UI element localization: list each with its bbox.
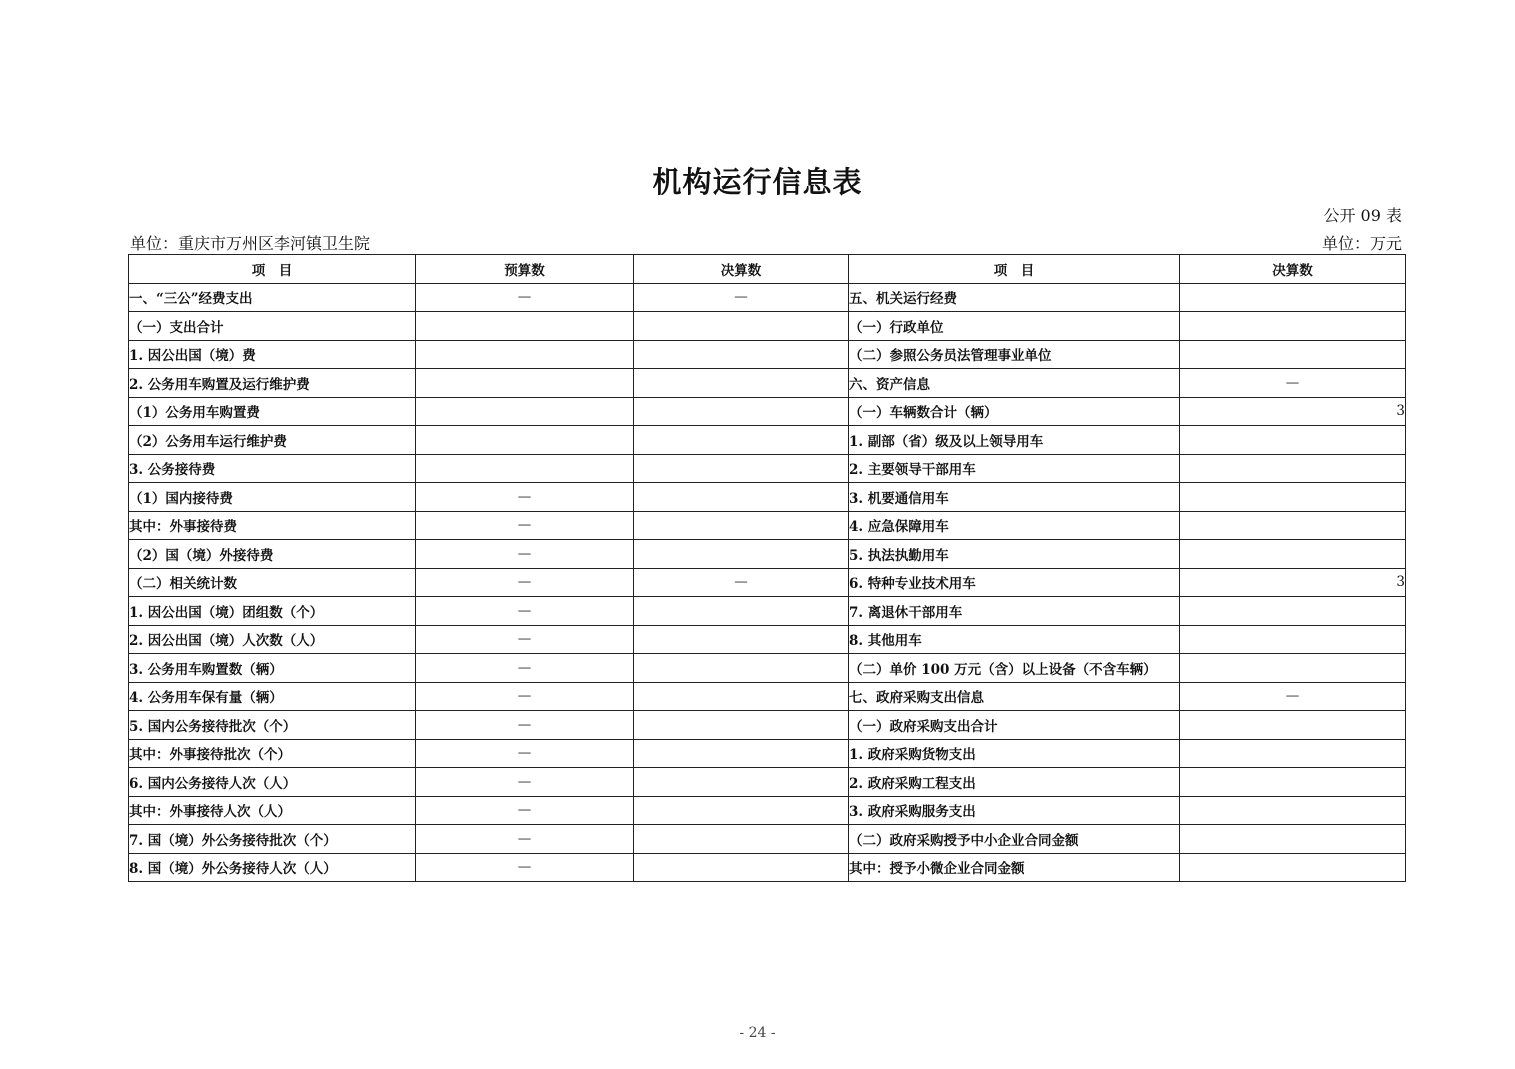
final-value xyxy=(634,739,849,768)
left-item: 其中：外事接待批次（个） xyxy=(129,739,416,768)
right-item: （一）行政单位 xyxy=(849,312,1180,341)
reporting-unit: 单位：重庆市万州区李河镇卫生院 xyxy=(130,234,371,253)
final-value xyxy=(634,853,849,882)
right-final-value xyxy=(1180,739,1406,768)
table-row xyxy=(129,454,1406,483)
right-item: 5. 执法执勤用车 xyxy=(849,540,1180,569)
left-item: 其中：外事接待人次（人） xyxy=(129,796,416,825)
header-budget: 预算数 xyxy=(416,255,634,284)
right-item: （二）参照公务员法管理事业单位 xyxy=(849,340,1180,369)
right-final-value: 3 xyxy=(1180,397,1406,426)
right-item: 1. 副部（省）级及以上领导用车 xyxy=(849,426,1180,455)
final-value xyxy=(634,340,849,369)
right-final-value xyxy=(1180,711,1406,740)
right-final-value xyxy=(1180,426,1406,455)
table-row xyxy=(129,682,1406,711)
right-item: 2. 政府采购工程支出 xyxy=(849,768,1180,797)
budget-value xyxy=(416,426,634,455)
left-item: 7. 国（境）外公务接待批次（个） xyxy=(129,825,416,854)
header-final-right: 决算数 xyxy=(1180,255,1406,284)
right-final-value xyxy=(1180,312,1406,341)
table-row xyxy=(129,597,1406,626)
currency-unit: 单位：万元 xyxy=(1321,234,1402,253)
left-item: 4. 公务用车保有量（辆） xyxy=(129,682,416,711)
final-value xyxy=(634,796,849,825)
table-row xyxy=(129,568,1406,597)
table-row xyxy=(129,312,1406,341)
final-value xyxy=(634,825,849,854)
right-item: （二）单价 100 万元（含）以上设备（不含车辆） xyxy=(849,654,1180,683)
right-item: （一）政府采购支出合计 xyxy=(849,711,1180,740)
left-item: 6. 国内公务接待人次（人） xyxy=(129,768,416,797)
table-row xyxy=(129,711,1406,740)
right-final-value xyxy=(1180,511,1406,540)
budget-value: — xyxy=(416,483,634,512)
right-final-value xyxy=(1180,825,1406,854)
budget-value: — xyxy=(416,711,634,740)
final-value xyxy=(634,312,849,341)
header-item-right: 项 目 xyxy=(849,255,1180,284)
right-item: 2. 主要领导干部用车 xyxy=(849,454,1180,483)
table-row xyxy=(129,483,1406,512)
budget-value xyxy=(416,340,634,369)
right-final-value: 3 xyxy=(1180,568,1406,597)
table-row xyxy=(129,369,1406,398)
right-item: 3. 机要通信用车 xyxy=(849,483,1180,512)
left-item: （二）相关统计数 xyxy=(129,568,416,597)
table-header-row xyxy=(129,255,1406,284)
budget-value xyxy=(416,369,634,398)
table-row xyxy=(129,625,1406,654)
table-row xyxy=(129,825,1406,854)
table-row xyxy=(129,796,1406,825)
right-item: 七、政府采购支出信息 xyxy=(849,682,1180,711)
right-item: 其中：授予小微企业合同金额 xyxy=(849,853,1180,882)
right-item: 6. 特种专业技术用车 xyxy=(849,568,1180,597)
budget-value: — xyxy=(416,283,634,312)
right-final-value: — xyxy=(1180,682,1406,711)
right-final-value xyxy=(1180,853,1406,882)
left-item: 一、“三公”经费支出 xyxy=(129,283,416,312)
table-row xyxy=(129,340,1406,369)
budget-value xyxy=(416,397,634,426)
right-item: 六、资产信息 xyxy=(849,369,1180,398)
right-item: （一）车辆数合计（辆） xyxy=(849,397,1180,426)
final-value xyxy=(634,454,849,483)
right-item: 4. 应急保障用车 xyxy=(849,511,1180,540)
right-final-value xyxy=(1180,768,1406,797)
left-item: （1）国内接待费 xyxy=(129,483,416,512)
final-value xyxy=(634,397,849,426)
right-final-value xyxy=(1180,796,1406,825)
left-item: 1. 因公出国（境）团组数（个） xyxy=(129,597,416,626)
budget-value xyxy=(416,454,634,483)
header-final-left: 决算数 xyxy=(634,255,849,284)
right-item: 7. 离退休干部用车 xyxy=(849,597,1180,626)
budget-value xyxy=(416,312,634,341)
budget-value: — xyxy=(416,825,634,854)
page-title: 机构运行信息表 xyxy=(652,165,863,199)
left-item: （一）支出合计 xyxy=(129,312,416,341)
budget-value: — xyxy=(416,768,634,797)
budget-value: — xyxy=(416,796,634,825)
right-final-value xyxy=(1180,597,1406,626)
budget-value: — xyxy=(416,853,634,882)
table-row xyxy=(129,739,1406,768)
right-item: 3. 政府采购服务支出 xyxy=(849,796,1180,825)
left-item: 3. 公务接待费 xyxy=(129,454,416,483)
left-item: 2. 因公出国（境）人次数（人） xyxy=(129,625,416,654)
final-value xyxy=(634,426,849,455)
right-item: 8. 其他用车 xyxy=(849,625,1180,654)
left-item: 8. 国（境）外公务接待人次（人） xyxy=(129,853,416,882)
budget-value: — xyxy=(416,654,634,683)
left-item: 其中：外事接待费 xyxy=(129,511,416,540)
right-final-value xyxy=(1180,483,1406,512)
right-final-value xyxy=(1180,540,1406,569)
left-item: （2）国（境）外接待费 xyxy=(129,540,416,569)
right-item: 五、机关运行经费 xyxy=(849,283,1180,312)
budget-value: — xyxy=(416,540,634,569)
right-item: 1. 政府采购货物支出 xyxy=(849,739,1180,768)
final-value xyxy=(634,511,849,540)
final-value xyxy=(634,711,849,740)
budget-value: — xyxy=(416,568,634,597)
final-value xyxy=(634,625,849,654)
final-value: — xyxy=(634,568,849,597)
budget-value: — xyxy=(416,682,634,711)
header-item-left: 项 目 xyxy=(129,255,416,284)
final-value xyxy=(634,768,849,797)
budget-value: — xyxy=(416,625,634,654)
table-row xyxy=(129,853,1406,882)
form-number: 公开 09 表 xyxy=(1323,206,1402,225)
right-final-value xyxy=(1180,654,1406,683)
final-value xyxy=(634,597,849,626)
final-value xyxy=(634,682,849,711)
final-value xyxy=(634,540,849,569)
final-value xyxy=(634,483,849,512)
right-final-value xyxy=(1180,454,1406,483)
left-item: （2）公务用车运行维护费 xyxy=(129,426,416,455)
table-row xyxy=(129,768,1406,797)
left-item: （1）公务用车购置费 xyxy=(129,397,416,426)
left-item: 2. 公务用车购置及运行维护费 xyxy=(129,369,416,398)
table-row xyxy=(129,426,1406,455)
left-item: 3. 公务用车购置数（辆） xyxy=(129,654,416,683)
right-final-value xyxy=(1180,625,1406,654)
left-item: 1. 因公出国（境）费 xyxy=(129,340,416,369)
right-final-value xyxy=(1180,340,1406,369)
left-item: 5. 国内公务接待批次（个） xyxy=(129,711,416,740)
final-value xyxy=(634,369,849,398)
right-final-value xyxy=(1180,283,1406,312)
institution-operation-table xyxy=(128,254,1406,882)
budget-value: — xyxy=(416,597,634,626)
table-row xyxy=(129,540,1406,569)
final-value: — xyxy=(634,283,849,312)
table-row xyxy=(129,283,1406,312)
page-number: - 24 - xyxy=(739,1025,776,1041)
table-row xyxy=(129,511,1406,540)
table-row xyxy=(129,654,1406,683)
budget-value: — xyxy=(416,511,634,540)
right-item: （二）政府采购授予中小企业合同金额 xyxy=(849,825,1180,854)
right-final-value: — xyxy=(1180,369,1406,398)
table-row xyxy=(129,397,1406,426)
budget-value: — xyxy=(416,739,634,768)
final-value xyxy=(634,654,849,683)
